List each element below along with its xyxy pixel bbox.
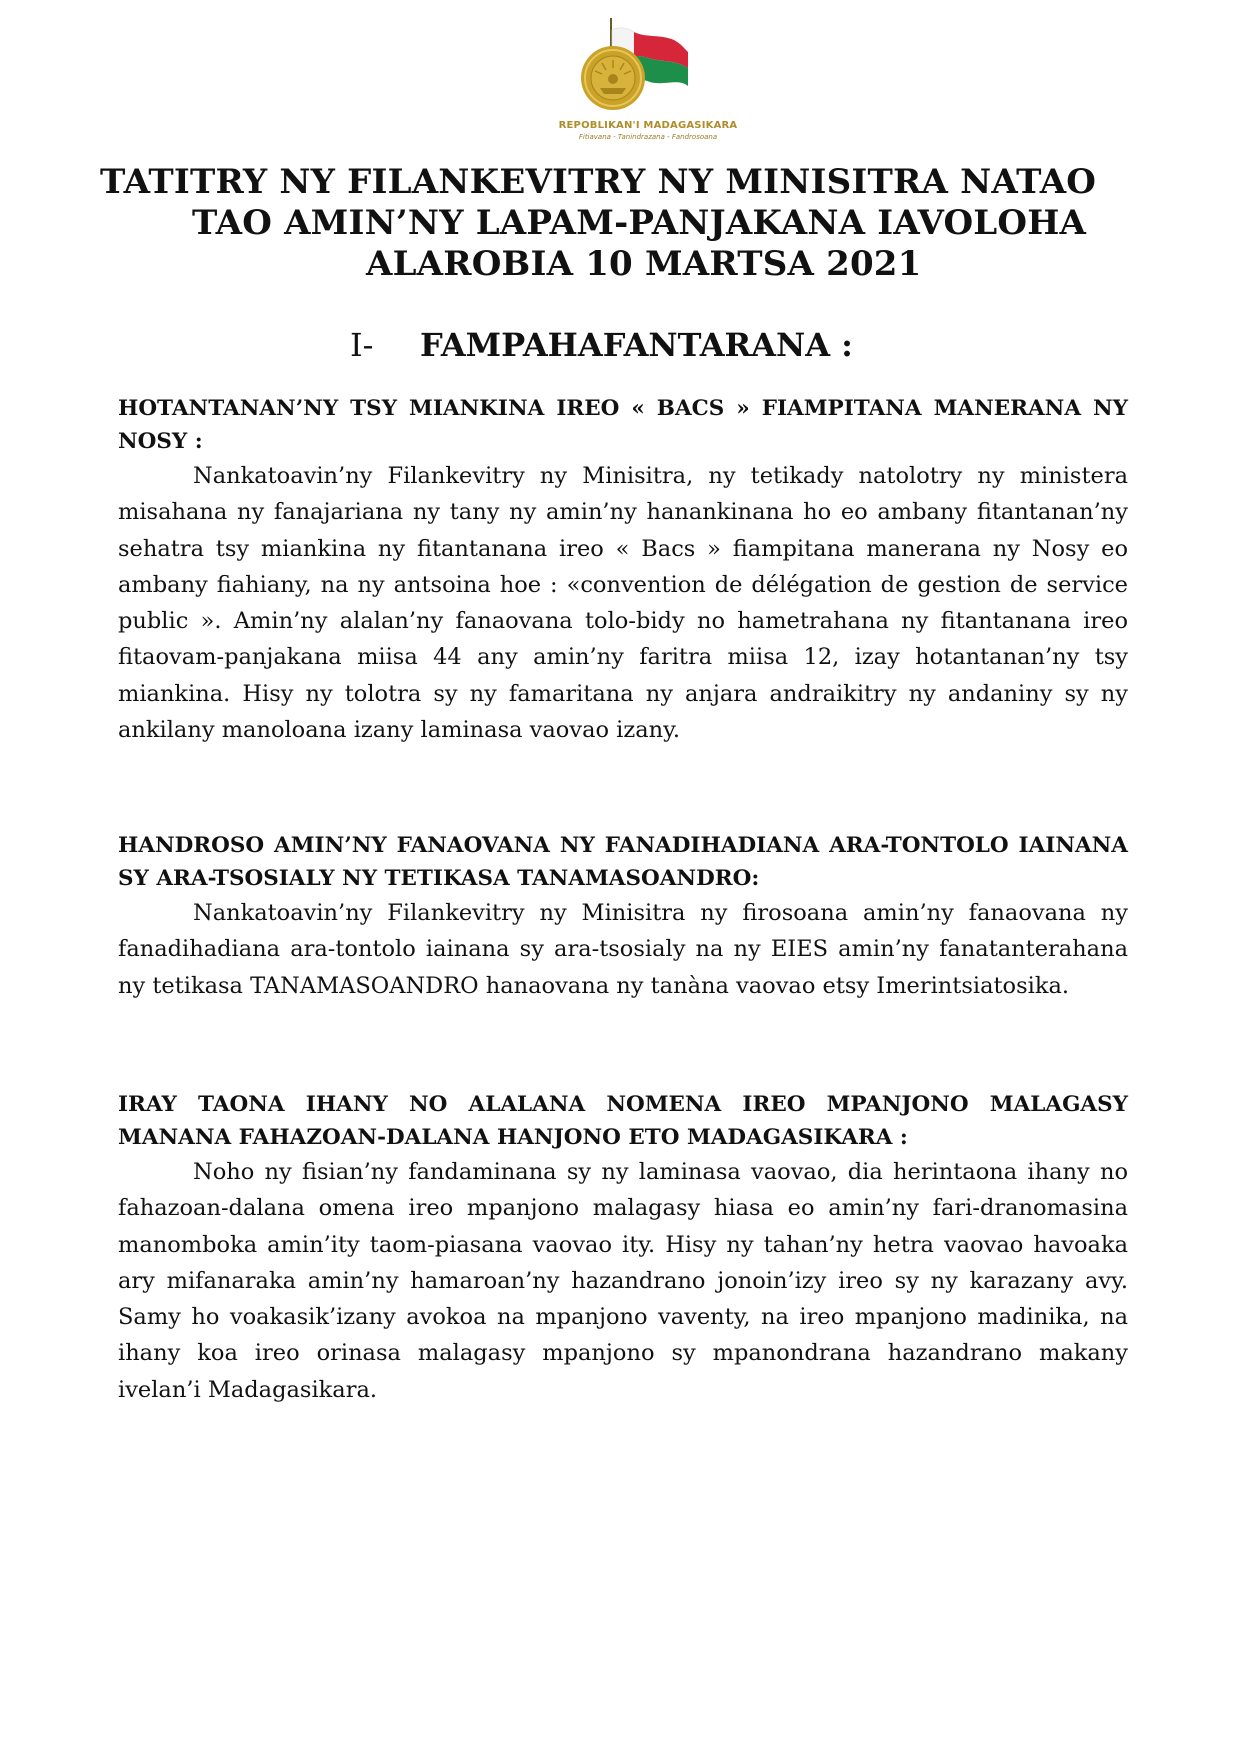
item-body: Nankatoavin’ny Filankevitry ny Minisitra, ny tetikady natolotry ny ministera misahana ny fanajariana ny tany ny amin’ny hanankinana ho eo ambany fitantanan’ny sehatra tsy miankina ny fitantanana ireo « Bacs » fiampitana manerana ny Nosy eo ambany fiahiany, na ny antsoina hoe : «convention de délégation de gestion de service public ». Amin’ny alalan’ny fanaovana tolo-bidy no hametrahana ny fitantanana ireo fitaovam-panjakana miisa 44 any amin’ny faritra miisa 12, izay hotantanan’ny tsy miankina. Hisy ny tolotra sy ny famaritana ny anjara andraikitry ny andaniny sy ny ankilany manoloana izany laminasa vaovao izany. xyxy=(118,463,1128,744)
news-item-tanamasoandro xyxy=(118,829,1128,1004)
title-line-2: TAO AMIN’NY LAPAM-PANJAKANA IAVOLOHA xyxy=(192,203,1087,243)
section-heading xyxy=(350,326,950,364)
title-line-1: TATITRY NY FILANKEVITRY NY MINISITRA NATAO xyxy=(100,162,1097,202)
title-line-3: ALAROBIA 10 MARTSA 2021 xyxy=(366,244,922,284)
section-title: FAMPAHAFANTARANA : xyxy=(420,326,853,364)
item-body: Nankatoavin’ny Filankevitry ny Minisitra ny firosoana amin’ny fanaovana ny fanadihadiana ara-tontolo iainana sy ara-tsosialy na ny EIES amin’ny fanatanterahana ny tetikasa TANAMASOANDRO hanaovana ny tanàna vaovao etsy Imerintsiatosika. xyxy=(118,900,1128,999)
item-heading: HANDROSO AMIN’NY FANAOVANA NY FANADIHADIANA ARA-TONTOLO IAINANA SY ARA-TSOSIALY NY TETIKASA TANAMASOANDRO: xyxy=(118,833,1128,891)
republic-emblem xyxy=(528,16,768,144)
emblem-name: REPOBLIKAN'I MADAGASIKARA xyxy=(558,120,738,131)
section-number: I- xyxy=(350,326,374,364)
item-heading: HOTANTANAN’NY TSY MIANKINA IREO « BACS » FIAMPITANA MANERANA NY NOSY : xyxy=(118,396,1128,454)
item-heading: IRAY TAONA IHANY NO ALALANA NOMENA IREO MPANJONO MALAGASY MANANA FAHAZOAN-DALANA HANJONO ETO MADAGASIKARA : xyxy=(118,1092,1128,1150)
item-body: Noho ny fisian’ny fandaminana sy ny laminasa vaovao, dia herintaona ihany no fahazoan-dalana omena ireo mpanjono malagasy hiasa eo amin’ny fari-dranomasina manomboka amin’ity taom-piasana vaovao ity. Hisy ny tahan’ny hetra vaovao havoaka ary mifanaraka amin’ny hamaroan’ny hazandrano jonoin’izy ireo sy ny karazany avy. Samy ho voakasik’izany avokoa na mpanjono vaventy, na ireo mpanjono madinika, na ihany koa ireo orinasa malagasy mpanjono sy mpanondrana hazandrano makany ivelan’i Madagasikara. xyxy=(118,1159,1128,1403)
page-title xyxy=(100,162,1140,285)
emblem-seal-and-flag xyxy=(528,16,768,120)
emblem-motto: Fitiavana - Tanindrazana - Fandrosoana xyxy=(578,133,718,141)
news-item-bacs xyxy=(118,392,1128,748)
news-item-fishing-license xyxy=(118,1088,1128,1408)
